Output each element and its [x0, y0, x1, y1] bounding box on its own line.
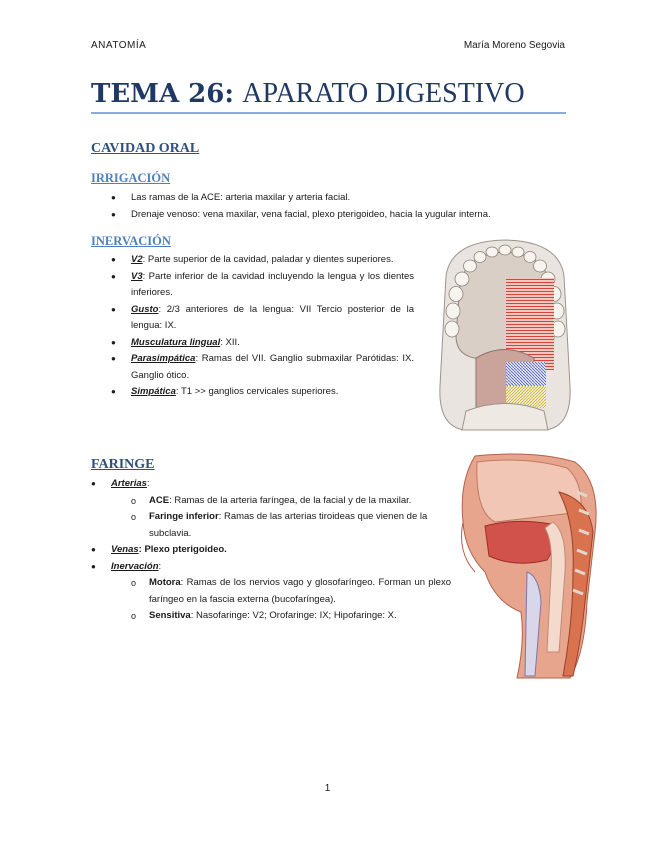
list-item: ● V2: Parte superior de la cavidad, paladar y dientes superiores.: [111, 254, 394, 265]
list-item-venas: ● Venas: Plexo pterigoideo.: [91, 544, 227, 555]
sub-item: o ACE: Ramas de la arteria faríngea, de la facial y de la maxilar.: [131, 494, 412, 506]
list-item: ● Simpática: T1 >> ganglios cervicales superiores.: [111, 386, 339, 397]
list-item: ● Parasimpática: Ramas del VII. Ganglio submaxilar Parótidas: IX. Ganglio ótico.: [111, 353, 414, 381]
oral-cavity-illustration: [436, 236, 574, 432]
sub-item: o Motora: Ramas de los nervios vago y glosofaríngeo. Forman un plexo faríngeo en la fascia externa (bucofaríngea).: [131, 577, 451, 605]
heading-cavidad-oral: CAVIDAD ORAL: [91, 141, 200, 156]
faringe-list: [91, 476, 451, 625]
heading-faringe: FARINGE: [91, 457, 155, 472]
irrigacion-list: [111, 190, 566, 223]
heading-inervacion: INERVACIÓN: [91, 234, 171, 248]
page-number: 1: [324, 783, 331, 794]
header-author: María Moreno Segovia: [463, 40, 565, 51]
title-number: TEMA 26:: [91, 79, 234, 109]
title-topic: APARATO DIGESTIVO: [242, 78, 525, 109]
title-divider: [91, 112, 566, 114]
list-item-inervacion: ● Inervación:: [91, 560, 162, 572]
page-title: [91, 78, 525, 110]
list-item: ● Gusto: 2/3 anteriores de la lengua: VII Tercio posterior de la lengua: IX.: [111, 303, 414, 331]
list-item: ● Drenaje venoso: vena maxilar, vena facial, plexo pterigoideo, hacia la yugular interna.: [111, 208, 491, 220]
list-item: ● Musculatura lingual: XII.: [111, 336, 240, 348]
list-item-arterias: ● Arterias:: [91, 478, 150, 489]
sub-item: o Faringe inferior: Ramas de las arterias tiroideas que vienen de la subclavia.: [131, 511, 428, 539]
sub-item: o Sensitiva: Nasofaringe: V2; Orofaringe: IX; Hipofaringe: X.: [131, 610, 397, 621]
inervacion-list: [111, 252, 414, 401]
pharynx-sagittal-illustration: [455, 452, 602, 680]
list-item: ● Las ramas de la ACE: arteria maxilar y arteria facial.: [111, 192, 351, 203]
list-item: ● V3: Parte inferior de la cavidad incluyendo la lengua y los dientes inferiores.: [111, 270, 414, 298]
heading-irrigacion: IRRIGACIÓN: [91, 171, 171, 185]
header-subject: ANATOMÍA: [91, 40, 147, 51]
